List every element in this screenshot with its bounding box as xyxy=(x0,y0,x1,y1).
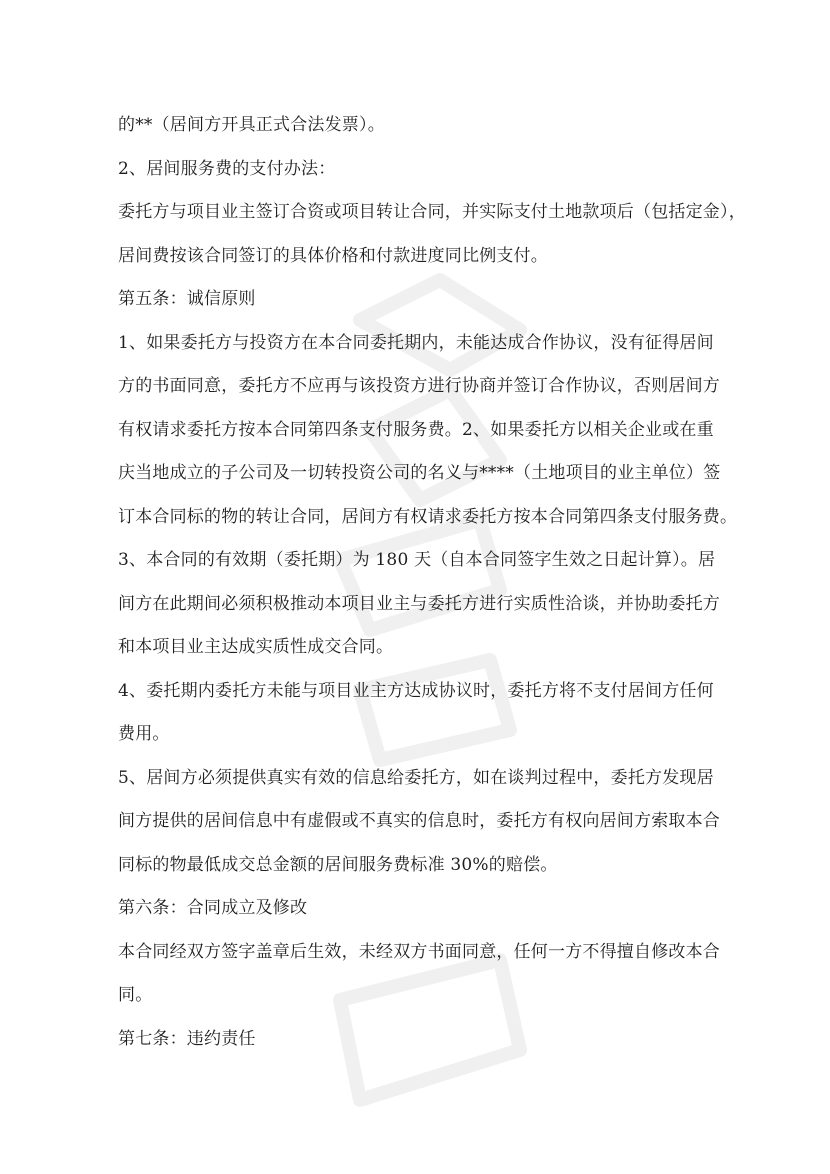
document-body xyxy=(118,104,746,1061)
section-heading: 2、居间服务费的支付办法： xyxy=(118,158,336,179)
text-line: 4、委托期内委托方未能与项目业主方达成协议时，委托方将不支付居间方任何 xyxy=(118,680,714,701)
text-line: 间方在此期间必须积极推动本项目业主与委托方进行实质性洽谈，并协助委托方 xyxy=(118,593,720,614)
text-line: 委托方与项目业主签订合资或项目转让合同，并实际支付土地款项后（包括定金）， xyxy=(118,202,746,222)
text-line: 5、居间方必须提供真实有效的信息给委托方，如在谈判过程中，委托方发现居 xyxy=(118,767,714,788)
text-line: 费用。 xyxy=(118,724,170,744)
article-heading: 第六条：合同成立及修改 xyxy=(118,898,308,918)
text-line: 居间费按该合同签订的具体价格和付款进度同比例支付。 xyxy=(118,245,548,266)
text-line: 订本合同标的物的转让合同，居间方有权请求委托方按本合同第四条支付服务费。 xyxy=(118,506,738,527)
text-line: 1、如果委托方与投资方在本合同委托期内，未能达成合作协议，没有征得居间 xyxy=(118,332,714,353)
text-line: 方的书面同意，委托方不应再与该投资方进行协商并签订合作协议，否则居间方 xyxy=(118,376,720,396)
text-line: 间方提供的居间信息中有虚假或不真实的信息时，委托方有权向居间方索取本合 xyxy=(118,811,720,831)
text-line: 同标的物最低成交总金额的居间服务费标准 30%的赔偿。 xyxy=(118,854,558,875)
text-line: 和本项目业主达成实质性成交合同。 xyxy=(118,637,394,657)
article-heading: 第五条：诚信原则 xyxy=(118,289,256,309)
text-line: 有权请求委托方按本合同第四条支付服务费。2、如果委托方以相关企业或在重 xyxy=(118,419,714,440)
text-line: 的**（居间方开具正式合法发票）。 xyxy=(118,115,385,135)
text-line: 同。 xyxy=(118,985,153,1005)
text-line: 庆当地成立的子公司及一切转投资公司的名义与****（土地项目的业主单位）签 xyxy=(118,463,721,483)
text-line: 3、本合同的有效期（委托期）为 180 天（自本合同签字生效之日起计算）。居 xyxy=(118,550,716,570)
text-line: 本合同经双方签字盖章后生效，未经双方书面同意，任何一方不得擅自修改本合 xyxy=(118,941,720,962)
article-heading: 第七条：违约责任 xyxy=(118,1028,256,1049)
